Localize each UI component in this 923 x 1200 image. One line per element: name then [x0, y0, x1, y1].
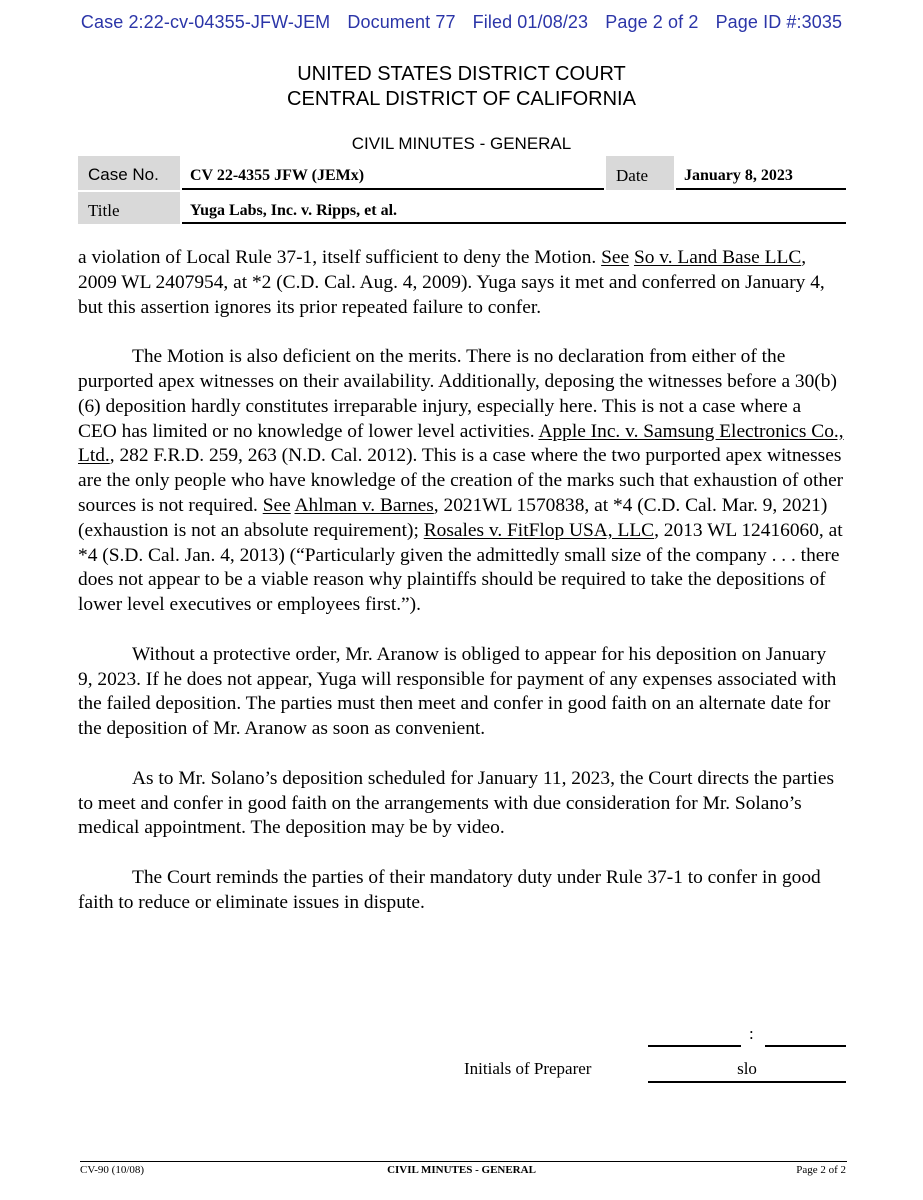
title-value: Yuga Labs, Inc. v. Ripps, et al.	[190, 202, 398, 219]
court-heading	[0, 62, 923, 112]
p2-case-citation-ahlman: Ahlman v. Barnes	[294, 494, 434, 516]
initials-label: Initials of Preparer	[464, 1059, 592, 1078]
p2-case-citation-apple: Apple Inc. v. Samsung Electronics Co., Ltd.	[78, 420, 844, 467]
footer-form-number: CV-90 (10/08)	[80, 1164, 145, 1176]
p1-case-citation: So v. Land Base LLC	[633, 247, 802, 268]
ecf-header-stamp	[0, 12, 923, 33]
p2-text-b: , 282 F.R.D. 259, 263 (N.D. Cal. 2012). This is a case where the two purported apex witnesses are the only people who have knowledge of the creation of the marks such that exhaustion of other sources is not required.	[78, 445, 844, 516]
time-hours-line	[648, 1045, 741, 1047]
date-value: January 8, 2023	[684, 167, 793, 184]
case-no-value: CV 22-4355 JFW (JEMx)	[190, 167, 365, 184]
paragraph-1	[78, 246, 844, 320]
initials-line	[648, 1081, 846, 1083]
p2-text-d: , 2013 WL 12416060, at *4 (S.D. Cal. Jan. 4, 2013) (“Particularly given the admittedly small size of the company . . . there does not appear to be a viable reason why plaintiffs should be required to take the depositions of lower level executives or employees first.”).	[78, 519, 843, 616]
p2-text-a: The Motion is also deficient on the merits. There is no declaration from either of the purported apex witnesses on their availability. Additionally, deposing the witnesses before a 30(b)(6) deposition hardly constitutes irreparable injury, especially here. This is not a case where a CEO has limited or no knowledge of lower level activities.	[78, 346, 837, 442]
paragraph-2	[78, 345, 844, 618]
stamp-document: Document 77	[347, 12, 456, 32]
time-minutes-line	[765, 1045, 846, 1047]
p1-see-signal: See	[601, 247, 630, 268]
paragraph-5: The Court reminds the parties of their mandatory duty under Rule 37-1 to confer in good faith to reduce or eliminate issues in dispute.	[78, 866, 821, 913]
time-separator: :	[749, 1024, 754, 1043]
p1-text-a: a violation of Local Rule 37-1, itself sufficient to deny the Motion.	[78, 247, 602, 268]
p2-see-signal: See	[262, 494, 291, 516]
case-no-label: Case No.	[88, 165, 159, 184]
paragraph-4: As to Mr. Solano’s deposition scheduled for January 11, 2023, the Court directs the parties to meet and confer in good faith on the arrangements with due consideration for Mr. Solano’s medical appointment. The deposition may be by video.	[78, 767, 835, 839]
initials-value: slo	[737, 1059, 757, 1078]
p2-case-citation-rosales: Rosales v. FitFlop USA, LLC	[423, 519, 655, 541]
footer-page: Page 2 of 2	[796, 1164, 846, 1176]
court-name: UNITED STATES DISTRICT COURT	[297, 63, 626, 85]
stamp-filed-date: Filed 01/08/23	[472, 12, 589, 32]
case-no-underline	[182, 188, 604, 190]
date-label: Date	[616, 166, 649, 185]
stamp-case-number: Case 2:22-cv-04355-JFW-JEM	[80, 12, 331, 32]
minutes-title: CIVIL MINUTES - GENERAL	[351, 134, 572, 153]
footer-rule	[80, 1161, 847, 1162]
footer-title: CIVIL MINUTES - GENERAL	[387, 1164, 536, 1176]
minutes-body	[78, 246, 844, 940]
stamp-page-id: Page ID #:3035	[715, 12, 843, 32]
title-underline	[182, 222, 846, 224]
paragraph-3: Without a protective order, Mr. Aranow is obliged to appear for his deposition on January 9, 2023. If he does not appear, Yuga will responsible for payment of any expenses associated with the failed deposition. The parties must then meet and confer in good faith on an alternate date for the deposition of Mr. Aranow as soon as convenient.	[78, 643, 837, 740]
court-district: CENTRAL DISTRICT OF CALIFORNIA	[287, 88, 636, 110]
title-label: Title	[88, 201, 120, 220]
stamp-page: Page 2 of 2	[605, 12, 699, 32]
p2-text-c: , 2021WL 1570838, at *4 (C.D. Cal. Mar. 9, 2021) (exhaustion is not an absolute requirement);	[78, 494, 828, 541]
date-underline	[676, 188, 846, 190]
p1-text-b: , 2009 WL 2407954, at *2 (C.D. Cal. Aug. 4, 2009). Yuga says it met and conferred on January 4, but this assertion ignores its prior repeated failure to confer.	[78, 247, 825, 318]
